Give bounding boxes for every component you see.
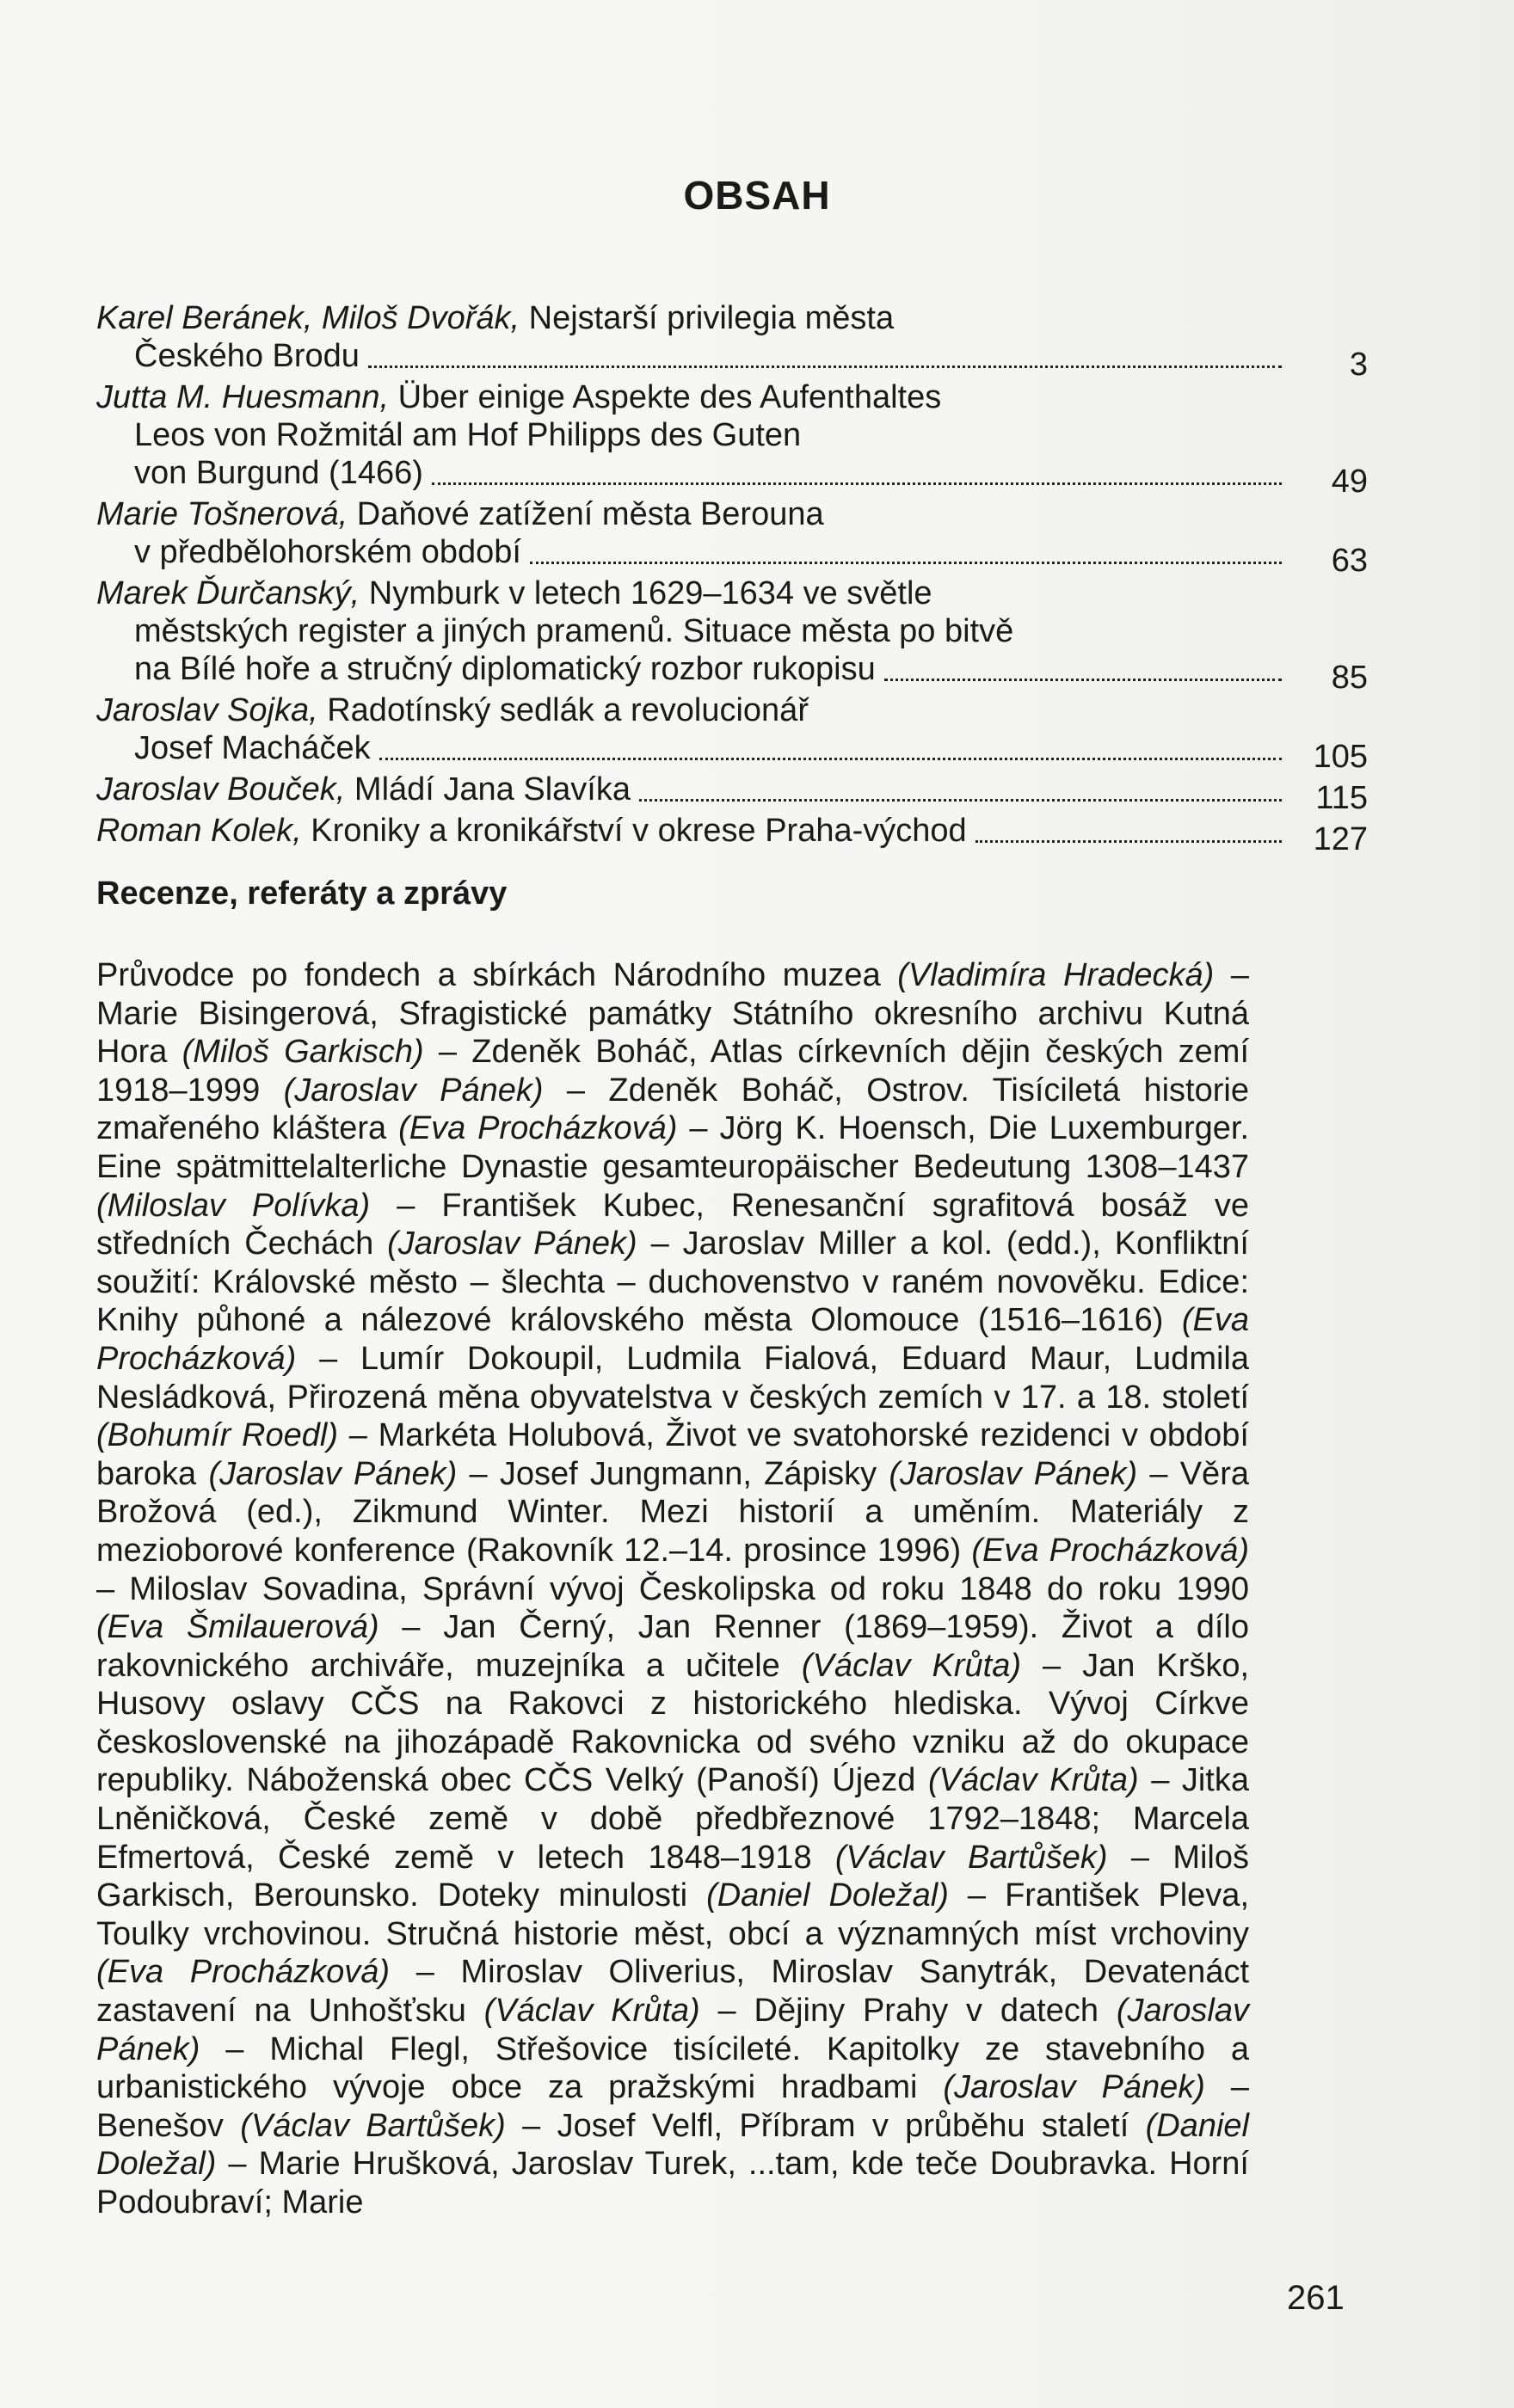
toc-title: Leos von Rožmitál am Hof Philipps des Guten <box>134 417 802 453</box>
reviewer-name: (Daniel Doležal) <box>96 2107 1249 2183</box>
toc-title: na Bílé hoře a stručný diplomatický rozbor rukopisu <box>134 651 876 687</box>
toc-line <box>96 299 1368 337</box>
toc-title: Nejstarší privilegia města <box>528 300 895 336</box>
toc-page-number: 3 <box>1349 347 1368 383</box>
review-text: – Marie Hrušková, Jaroslav Turek, ...tam, kde teče Doubravka. Horní Podoubraví; Marie <box>96 2146 1249 2221</box>
toc-title: Českého Brodu <box>134 338 360 374</box>
toc-line <box>96 378 1368 416</box>
toc-title: Kroniky a kronikářství v okrese Praha-východ <box>311 813 967 849</box>
review-text: – Marie Bisingerová, Sfragistické památky Státního okresního archivu Kutná Hora <box>96 957 1249 1071</box>
toc-author: Roman Kolek, <box>96 813 311 849</box>
reviewer-name: (Jaroslav Pánek) <box>96 1993 1249 2067</box>
review-text: – Jitka Lněničková, České země v době předbřeznové 1792–1848; Marcela Efmertová, České země v letech 1848–1918 <box>96 1762 1249 1876</box>
toc-page-number: 49 <box>1331 464 1368 500</box>
review-text: – František Kubec, Renesanční sgrafitová bosáž ve středních Čechách <box>96 1187 1249 1262</box>
reviewer-name: (Miloslav Polívka) <box>96 1187 371 1224</box>
toc-leader-dots <box>432 482 1282 485</box>
toc-author: Karel Beránek, Miloš Dvořák, <box>96 300 529 336</box>
toc-author: Jutta M. Huesmann, <box>96 379 398 415</box>
toc-leader-dots <box>379 758 1282 760</box>
toc-line <box>96 337 1368 383</box>
reviewer-name: (Bohumír Roedl) <box>96 1417 338 1454</box>
review-text: – Markéta Holubová, Život ve svatohorské rezidenci v období baroka <box>96 1417 1249 1492</box>
toc-entry <box>96 812 1368 857</box>
toc-entry <box>96 299 1368 383</box>
review-text: – Miloslav Sovadina, Správní vývoj Českolipska od roku 1848 do roku 1990 <box>96 1570 1249 1607</box>
toc-line <box>96 454 1368 500</box>
toc-line <box>96 495 1368 533</box>
toc-title: Daňové zatížení města Berouna <box>356 496 824 532</box>
toc-title: Mládí Jana Slavíka <box>354 771 631 808</box>
review-text: – Josef Velfl, Příbram v průběhu staletí <box>505 2107 1146 2144</box>
reviewer-name: (Jaroslav Pánek) <box>208 1455 458 1492</box>
reviewer-name: (Jaroslav Pánek) <box>387 1226 637 1262</box>
reviewer-name: (Václav Bartůšek) <box>240 2107 506 2144</box>
toc-line <box>96 612 1368 650</box>
review-text: – Benešov <box>96 2069 1249 2144</box>
review-text: – Miloš Garkisch, Berounsko. Doteky minulosti <box>96 1839 1250 1914</box>
review-text: – Miroslav Oliverius, Miroslav Sanytrák, Devatenáct zastavení na Unhošťsku <box>96 1954 1250 2030</box>
section-heading: Recenze, referáty a zprávy <box>96 875 508 912</box>
toc-leader-dots <box>368 366 1282 368</box>
reviewer-name: (Jaroslav Pánek) <box>889 1455 1138 1492</box>
reviewer-name: (Václav Krůta) <box>927 1762 1139 1799</box>
review-text: – Jan Krško, Husovy oslavy CČS na Rakovci z historického hlediska. Vývoj Církve československé na jihozápadě Rakovnicka od svého vzniku až do okupace republiky. Náboženská obec CČS Velký (Panoší) Újezd <box>96 1647 1250 1799</box>
review-text: – Jörg K. Hoensch, Die Luxemburger. Eine spätmittelalterliche Dynastie gesamteuropäischer Bedeutung 1308–1437 <box>96 1110 1249 1185</box>
toc-page-number: 85 <box>1331 660 1368 696</box>
toc-line <box>96 812 1368 857</box>
review-text: – Michal Flegl, Střešovice tisícileté. Kapitolky ze stavebního a urbanistického vývoje obce za pražskými hradbami <box>96 2030 1249 2106</box>
reviewer-name: (Jaroslav Pánek) <box>283 1072 544 1109</box>
reviewer-name: (Jaroslav Pánek) <box>943 2069 1205 2106</box>
toc-title: Josef Macháček <box>134 730 371 766</box>
toc-leader-dots <box>975 840 1282 843</box>
toc-line <box>96 574 1368 612</box>
toc-author: Jaroslav Sojka, <box>96 692 328 728</box>
page-number: 261 <box>1287 2279 1345 2317</box>
toc-entry <box>96 691 1368 775</box>
review-text: – Josef Jungmann, Zápisky <box>457 1455 889 1492</box>
toc-line <box>96 416 1368 454</box>
toc-line <box>96 533 1368 579</box>
reviewer-name: (Eva Procházková) <box>96 1302 1249 1377</box>
reviewer-name: (Miloš Garkisch) <box>182 1034 424 1071</box>
toc-entry <box>96 574 1368 696</box>
reviewer-name: (Eva Procházková) <box>971 1532 1250 1569</box>
toc-line <box>96 771 1368 816</box>
review-text: Průvodce po fondech a sbírkách Národního muzea <box>96 957 898 993</box>
toc-entry <box>96 771 1368 816</box>
toc-title: městských register a jiných pramenů. Situace města po bitvě <box>134 613 1014 649</box>
review-text: – Jan Černý, Jan Renner (1869–1959). Život a dílo rakovnického archiváře, muzejníka a učitele <box>96 1609 1249 1684</box>
toc-entry <box>96 495 1368 579</box>
toc-page-number: 105 <box>1313 739 1368 775</box>
toc-line <box>96 650 1368 696</box>
review-text: – Zdeněk Boháč, Ostrov. Tisíciletá historie zmařeného kláštera <box>96 1072 1249 1147</box>
toc-entry <box>96 378 1368 500</box>
reviews-paragraph <box>96 956 1249 2222</box>
toc-page-number: 115 <box>1315 780 1368 816</box>
toc-line <box>96 691 1368 729</box>
toc-leader-dots <box>530 562 1282 564</box>
review-text: – Zdeněk Boháč, Atlas církevních dějin českých zemí 1918–1999 <box>96 1034 1250 1109</box>
reviewer-name: (Eva Šmilauerová) <box>96 1609 379 1646</box>
toc-title: von Burgund (1466) <box>134 455 423 491</box>
toc-line <box>96 729 1368 775</box>
review-text: – František Pleva, Toulky vrchovinou. Stručná historie měst, obcí a významných míst vrchoviny <box>96 1877 1249 1952</box>
reviewer-name: (Václav Krůta) <box>483 1993 700 2030</box>
toc-page-number: 63 <box>1331 543 1368 579</box>
toc-leader-dots <box>884 679 1282 681</box>
reviewer-name: (Eva Procházková) <box>96 1954 391 1991</box>
reviewer-name: (Vladimíra Hradecká) <box>897 957 1215 993</box>
reviewer-name: (Václav Bartůšek) <box>834 1839 1108 1876</box>
review-text: – Dějiny Prahy v datech <box>699 1993 1117 2030</box>
toc-title: Über einige Aspekte des Aufenthaltes <box>397 379 942 415</box>
toc-title: Radotínský sedlák a revolucionář <box>327 692 809 728</box>
review-text: – Věra Brožová (ed.), Zikmund Winter. Mezi historií a uměním. Materiály z mezioborové konference (Rakovník 12.–14. prosince 1996) <box>96 1455 1249 1569</box>
toc-leader-dots <box>639 799 1282 802</box>
toc-page-number: 127 <box>1313 821 1368 857</box>
toc-title: v předbělohorském období <box>134 534 521 570</box>
toc-author: Jaroslav Bouček, <box>96 771 354 808</box>
reviewer-name: (Daniel Doležal) <box>706 1877 949 1914</box>
toc-author: Marek Ďurčanský, <box>96 575 369 611</box>
reviewer-name: (Eva Procházková) <box>398 1110 678 1147</box>
reviewer-name: (Václav Krůta) <box>801 1647 1021 1684</box>
review-text: – Jaroslav Miller a kol. (edd.), Konfliktní soužití: Královské město – šlechta – duchovenstvo v raném novověku. Edice: Knihy půhoné a nálezové královského města Olomouce (1516–1616) <box>96 1226 1249 1339</box>
toc-author: Marie Tošnerová, <box>96 496 357 532</box>
table-of-contents <box>96 299 1368 857</box>
toc-title: Nymburk v letech 1629–1634 ve světle <box>368 575 932 611</box>
review-text: – Lumír Dokoupil, Ludmila Fialová, Eduard Maur, Ludmila Nesládková, Přirozená měna obyvatelstva v českých zemích v 17. a 18. století <box>96 1340 1249 1416</box>
page-title: OBSAH <box>683 173 831 218</box>
